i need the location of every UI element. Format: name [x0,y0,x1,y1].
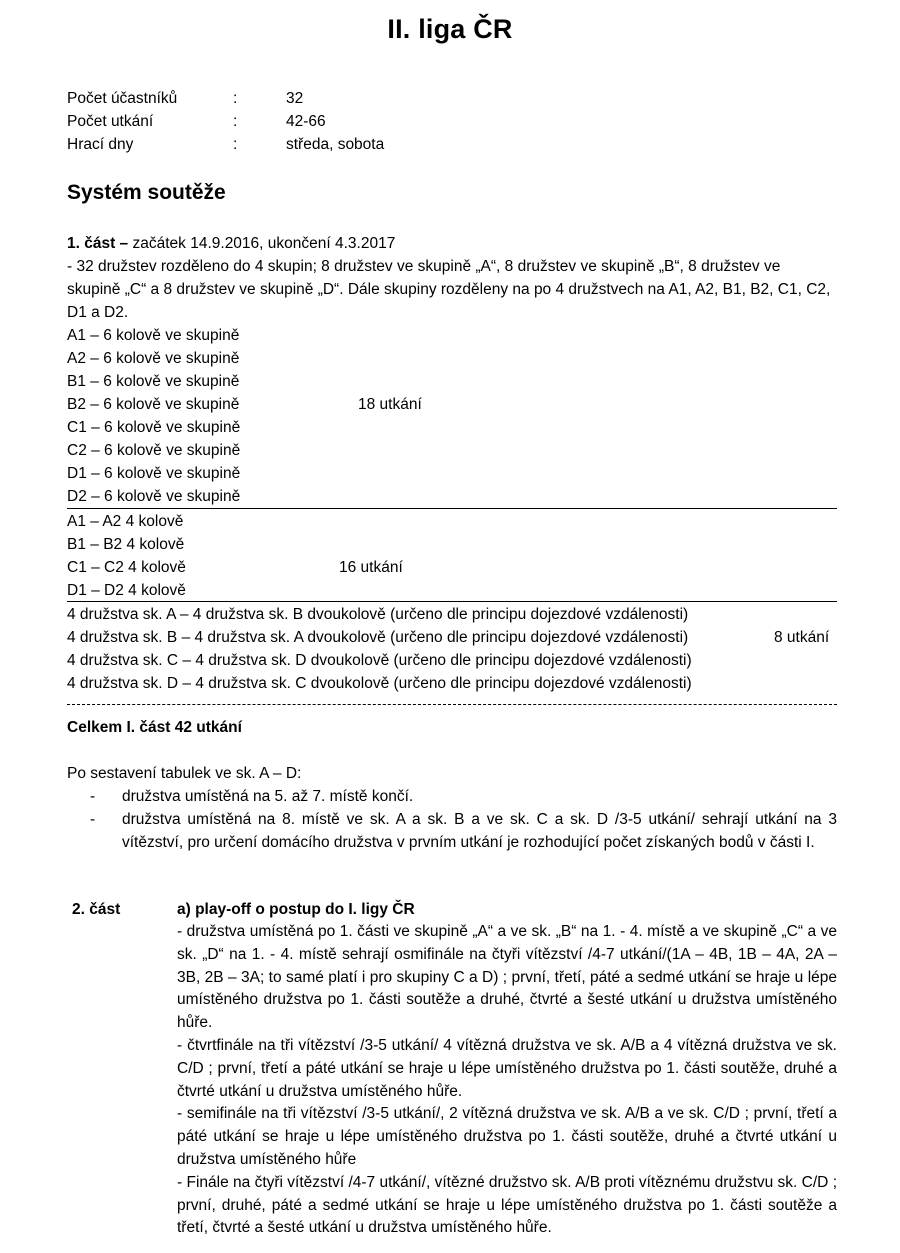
info-value: 42-66 [286,113,326,130]
info-label: Počet účastníků [67,90,178,107]
pair-line: B1 – B2 4 kolově [67,536,185,553]
bullet-mark: - [90,788,96,805]
bullet-mark: - [90,811,96,828]
info-separator: : [233,136,238,153]
group-line: D1 – 6 kolově ve skupině [67,465,241,482]
info-separator: : [233,90,238,107]
bullet-item: družstva umístěná na 5. až 7. místě končí. [122,788,414,805]
section-heading: Systém soutěže [67,181,226,204]
part2-paragraph: - čtvrtfinále na tři vítězství /3-5 utkání/ 4 vítězná družstva ve sk. A/B a 4 vítězná družstva ve sk. C/D ; první, třetí a páté utkání se hraje u lépe umístěného družstva po 1. části soutěže, druhé a čtvrté utkání u družstva umístěného hůře. [177,1036,837,1100]
group-line: B2 – 6 kolově ve skupině [67,396,240,413]
part2-content [177,898,837,1240]
part2-paragraph: - družstva umístěná po 1. části ve skupině „A“ a ve sk. „B“ na 1. - 4. místě a ve skupině „C“ a ve sk. „D“ na 1. - 4. místě sehrají osmifinále na čtyři vítězství /4-7 utkání/(1A – 4B, 1B – 4A, 2A – 3B, 2B – 3A; to samé platí i pro skupiny C a D) ; první, třetí, páté a sedmé utkání se hraje u lépe umístěného družstva po 1. části soutěže a druhé, čtvrté a šesté utkání u družstva umístěného hůře. [177,923,837,1032]
pair-line: D1 – D2 4 kolově [67,582,186,599]
info-value: středa, sobota [286,136,385,153]
part1-intro: - 32 družstev rozděleno do 4 skupin; 8 družstev ve skupině „A“, 8 družstev ve skupině „B“, 8 družstev ve skupině „C“ a 8 družstev ve skupině „D“. Dále skupiny rozděleny na po 4 družstvech na A1, A2, B1, B2, C1, C2, D1 a D2. [67,258,831,321]
group-line: C2 – 6 kolově ve skupině [67,442,241,459]
cross-line: 4 družstva sk. C – 4 družstva sk. D dvoukolově (určeno dle principu dojezdové vzdálenosti) [67,652,692,669]
divider [67,601,837,602]
page-title: II. liga ČR [387,14,513,44]
groups-matches: 18 utkání [358,396,422,413]
info-label: Počet utkání [67,113,154,130]
info-value: 32 [286,90,304,107]
cross-line: 4 družstva sk. B – 4 družstva sk. A dvoukolově (určeno dle principu dojezdové vzdálenosti) [67,629,689,646]
part1-dates: začátek 14.9.2016, ukončení 4.3.2017 [128,235,396,252]
pair-line: A1 – A2 4 kolově [67,513,184,530]
group-line: A1 – 6 kolově ve skupině [67,327,240,344]
bullet-item: družstva umístěná na 8. místě ve sk. A a sk. B a ve sk. C a sk. D /3-5 utkání/ sehrají utkání na 3 vítězství, pro určení domácího družstva v prvním utkání je rozhodující počet získaných bodů v části I. [122,811,837,851]
part2-paragraph: - Finále na čtyři vítězství /4-7 utkání/, vítězné družstvo sk. A/B proti vítěznému družstvu sk. C/D ; první, druhé, páté a sedmé utkání se hraje u lépe umístěného družstva po 1. části soutěže a třetí, čtvrté a šesté utkání u družstva umístěného hůře. [177,1173,837,1237]
part1-total: Celkem I. část 42 utkání [67,719,242,736]
info-separator: : [233,113,238,130]
cross-matches: 8 utkání [774,629,830,646]
part1-header [67,232,395,255]
dashed-divider [67,704,837,705]
group-line: C1 – 6 kolově ve skupině [67,419,241,436]
cross-line: 4 družstva sk. D – 4 družstva sk. C dvoukolově (určeno dle principu dojezdové vzdálenosti) [67,675,692,692]
group-line: B1 – 6 kolově ve skupině [67,373,240,390]
group-line: A2 – 6 kolově ve skupině [67,350,240,367]
pairs-matches: 16 utkání [339,559,403,576]
part2-subheading: a) play-off o postup do I. ligy ČR [177,901,415,918]
part2-label: 2. část [72,901,121,918]
info-label: Hrací dny [67,136,134,153]
group-line: D2 – 6 kolově ve skupině [67,488,241,505]
part1-label: 1. část – [67,235,129,252]
after-tables-text: Po sestavení tabulek ve sk. A – D: [67,765,302,782]
cross-line: 4 družstva sk. A – 4 družstva sk. B dvoukolově (určeno dle principu dojezdové vzdálenosti) [67,606,689,623]
divider [67,508,837,509]
part2-paragraph: - semifinále na tři vítězství /3-5 utkání/, 2 vítězná družstva ve sk. A/B a ve sk. C/D ; první, třetí a páté utkání se hraje u lépe umístěného družstva po 1. části soutěže, druhé a čtvrté utkání u družstva umístěného hůře [177,1105,837,1168]
pair-line: C1 – C2 4 kolově [67,559,186,576]
